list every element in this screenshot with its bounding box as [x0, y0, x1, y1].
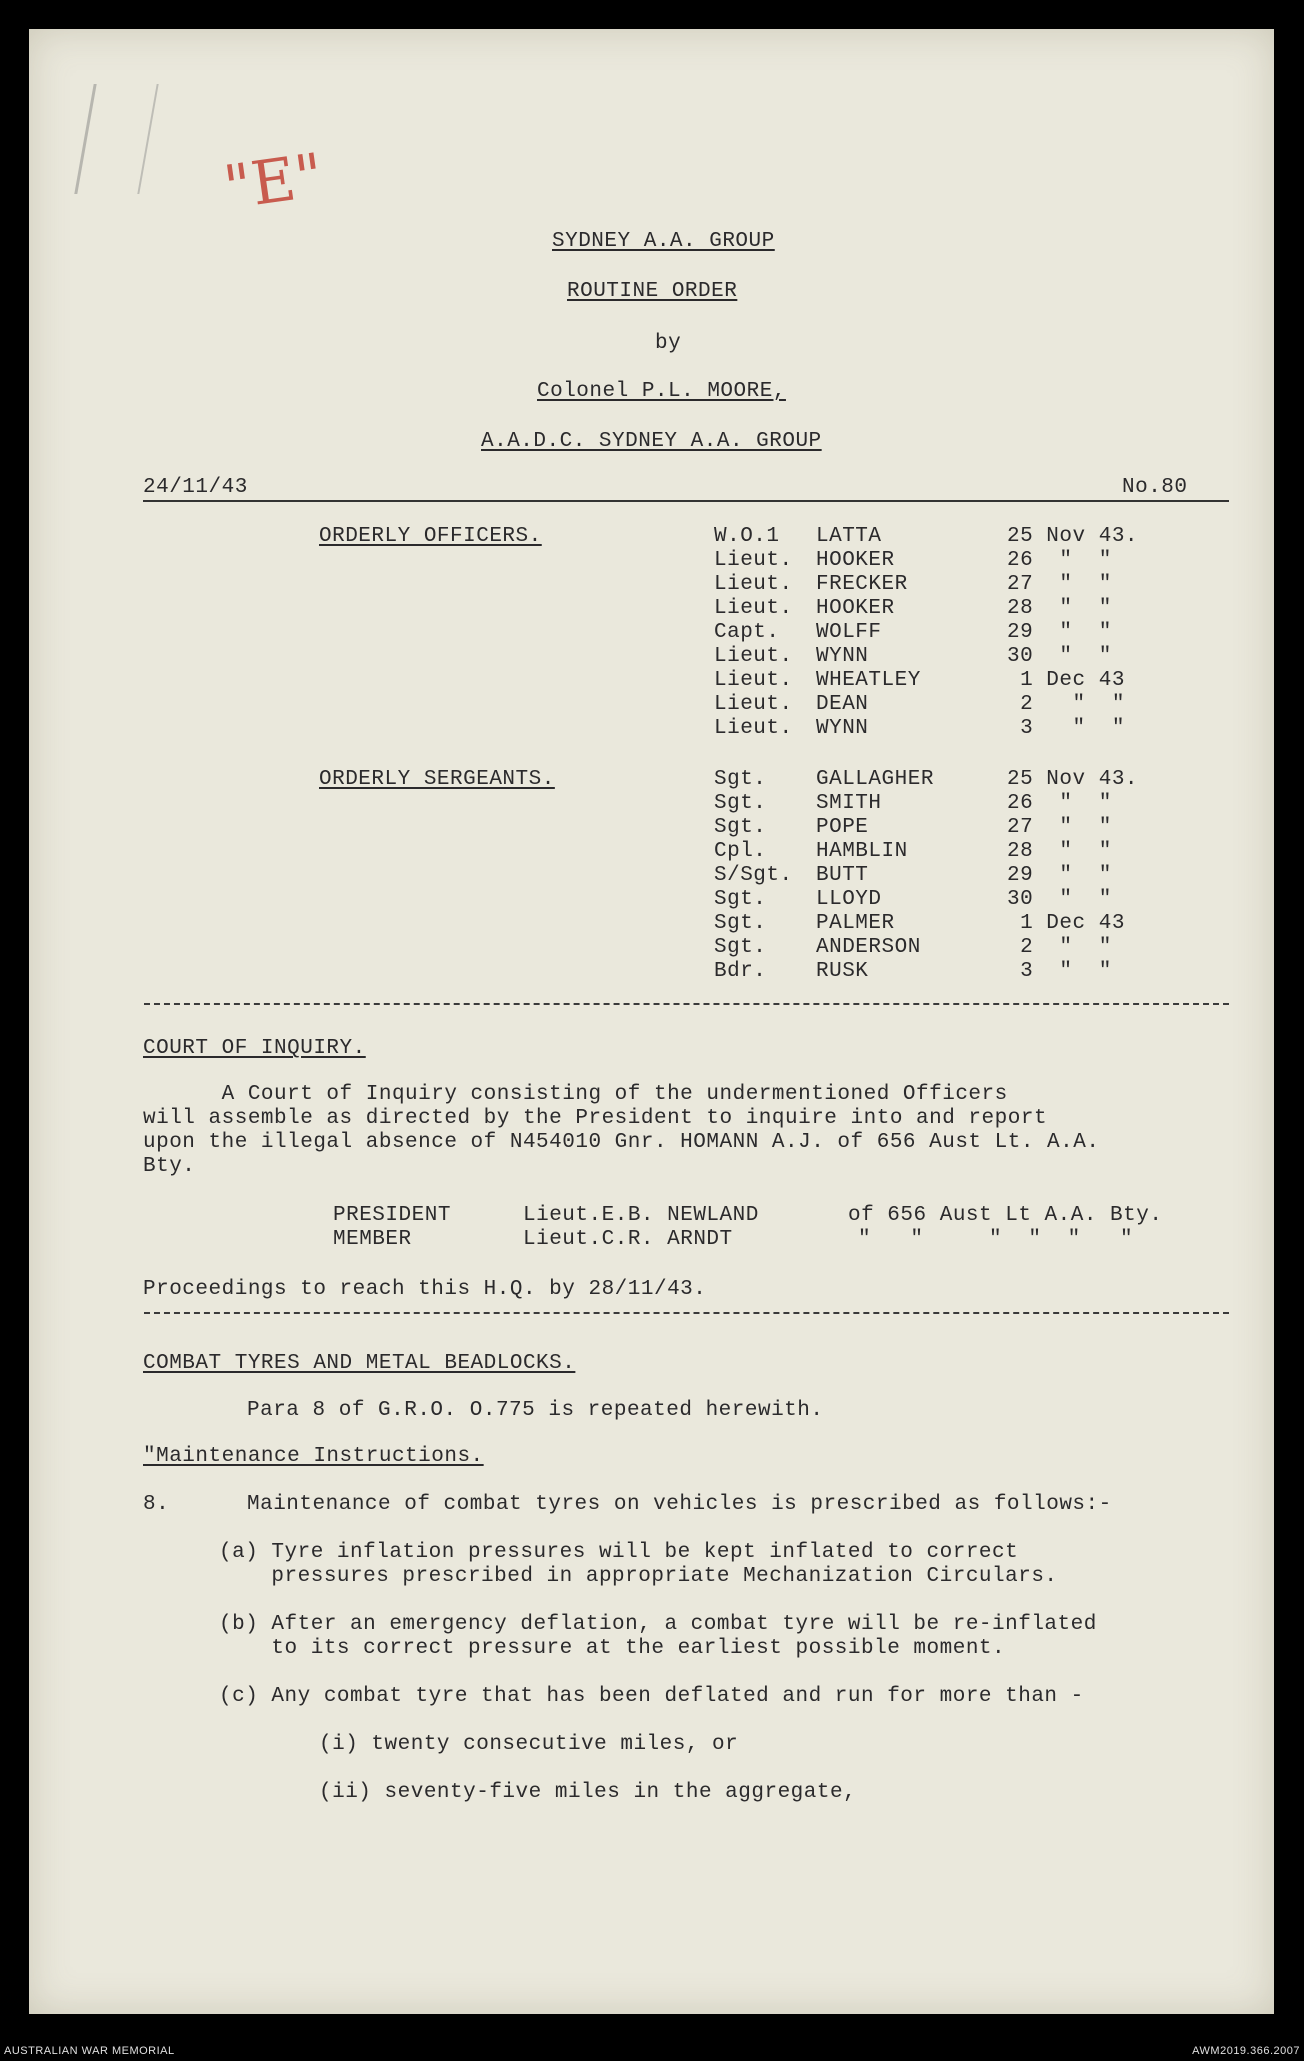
officer-date: 27 " "	[1007, 573, 1112, 596]
sergeant-date: 2 " "	[1007, 936, 1112, 959]
sergeant-date: 30 " "	[1007, 888, 1112, 911]
maintenance-subheading: "Maintenance Instructions.	[143, 1445, 484, 1468]
footer-accession: AWM2019.366.2007	[1192, 2045, 1300, 2057]
item-c-sub-ii: (ii) seventy-five miles in the aggregate,	[319, 1781, 857, 1804]
president-unit: of 656 Aust Lt A.A. Bty.	[848, 1204, 1163, 1227]
order-number: No.80	[1122, 476, 1188, 499]
item-a-line: (a) Tyre inflation pressures will be kept inflated to correct	[219, 1541, 1019, 1564]
proceedings-line: Proceedings to reach this H.Q. by 28/11/43.	[143, 1278, 707, 1301]
sergeant-rank: Sgt.	[714, 912, 767, 935]
officer-date: 1 Dec 43	[1007, 669, 1125, 692]
member-name: Lieut.C.R. ARNDT	[523, 1228, 733, 1251]
header-by: by	[655, 332, 682, 355]
officer-name: LATTA	[816, 525, 882, 548]
officer-rank: Lieut.	[714, 669, 793, 692]
pencil-mark	[74, 84, 158, 194]
sergeant-rank: Sgt.	[714, 936, 767, 959]
officer-rank: Lieut.	[714, 717, 793, 740]
sergeant-name: LLOYD	[816, 888, 882, 911]
orderly-sergeants-heading: ORDERLY SERGEANTS.	[319, 768, 555, 791]
sergeant-rank: Cpl.	[714, 840, 767, 863]
officer-date: 30 " "	[1007, 645, 1112, 668]
header-subtitle: ROUTINE ORDER	[567, 280, 738, 303]
sergeant-rank: S/Sgt.	[714, 864, 793, 887]
officer-date: 25 Nov 43.	[1007, 525, 1139, 548]
sergeant-rank: Sgt.	[714, 792, 767, 815]
sergeant-date: 28 " "	[1007, 840, 1112, 863]
officer-rank: Lieut.	[714, 693, 793, 716]
sergeant-date: 3 " "	[1007, 960, 1112, 983]
president-label: PRESIDENT	[333, 1204, 451, 1227]
para8-text: Maintenance of combat tyres on vehicles is prescribed as follows:-	[247, 1493, 1112, 1516]
sergeant-date: 26 " "	[1007, 792, 1112, 815]
court-para-line: Bty.	[143, 1155, 196, 1178]
section-divider	[144, 1003, 1229, 1005]
officer-date: 3 " "	[1007, 717, 1125, 740]
officer-date: 28 " "	[1007, 597, 1112, 620]
footer-credit: AUSTRALIAN WAR MEMORIAL	[4, 2045, 175, 2057]
handwritten-mark: "E"	[219, 140, 328, 224]
officer-name: WYNN	[816, 717, 869, 740]
court-para-line: upon the illegal absence of N454010 Gnr. HOMANN A.J. of 656 Aust Lt. A.A.	[143, 1131, 1100, 1154]
sergeant-date: 27 " "	[1007, 816, 1112, 839]
order-date: 24/11/43	[143, 476, 248, 499]
court-of-inquiry-heading: COURT OF INQUIRY.	[143, 1037, 366, 1060]
header-rule	[143, 500, 1229, 502]
officer-rank: Lieut.	[714, 645, 793, 668]
president-name: Lieut.E.B. NEWLAND	[523, 1204, 759, 1227]
officer-name: FRECKER	[816, 573, 908, 596]
member-unit: " " " " " "	[858, 1228, 1134, 1251]
sergeant-date: 1 Dec 43	[1007, 912, 1125, 935]
officer-rank: W.O.1	[714, 525, 780, 548]
officer-rank: Lieut.	[714, 597, 793, 620]
item-c-sub-i: (i) twenty consecutive miles, or	[319, 1733, 739, 1756]
officer-date: 29 " "	[1007, 621, 1112, 644]
document-page	[29, 29, 1274, 2014]
sergeant-name: POPE	[816, 816, 869, 839]
sergeant-name: PALMER	[816, 912, 895, 935]
item-b-line: (b) After an emergency deflation, a combat tyre will be re-inflated	[219, 1613, 1097, 1636]
orderly-officers-heading: ORDERLY OFFICERS.	[319, 525, 542, 548]
sergeant-name: ANDERSON	[816, 936, 921, 959]
header-issuer: Colonel P.L. MOORE,	[537, 380, 786, 403]
officer-date: 26 " "	[1007, 549, 1112, 572]
member-label: MEMBER	[333, 1228, 412, 1251]
combat-tyres-heading: COMBAT TYRES AND METAL BEADLOCKS.	[143, 1352, 576, 1375]
officer-name: WYNN	[816, 645, 869, 668]
officer-rank: Lieut.	[714, 573, 793, 596]
officer-name: HOOKER	[816, 549, 895, 572]
sergeant-rank: Bdr.	[714, 960, 767, 983]
sergeant-name: SMITH	[816, 792, 882, 815]
sergeant-rank: Sgt.	[714, 816, 767, 839]
para8-number: 8.	[143, 1493, 170, 1516]
item-a-line: pressures prescribed in appropriate Mechanization Circulars.	[219, 1565, 1058, 1588]
combat-tyres-intro: Para 8 of G.R.O. O.775 is repeated herewith.	[247, 1399, 824, 1422]
sergeant-date: 25 Nov 43.	[1007, 768, 1139, 791]
officer-name: HOOKER	[816, 597, 895, 620]
sergeant-name: BUTT	[816, 864, 869, 887]
item-b-line: to its correct pressure at the earliest possible moment.	[219, 1637, 1006, 1660]
sergeant-rank: Sgt.	[714, 888, 767, 911]
court-para-line: will assemble as directed by the President to inquire into and report	[143, 1107, 1048, 1130]
officer-date: 2 " "	[1007, 693, 1125, 716]
officer-name: DEAN	[816, 693, 869, 716]
officer-rank: Lieut.	[714, 549, 793, 572]
officer-name: WOLFF	[816, 621, 882, 644]
header-title: SYDNEY A.A. GROUP	[552, 230, 775, 253]
sergeant-name: RUSK	[816, 960, 869, 983]
officer-rank: Capt.	[714, 621, 780, 644]
header-appointment: A.A.D.C. SYDNEY A.A. GROUP	[481, 430, 822, 453]
court-para-line: A Court of Inquiry consisting of the undermentioned Officers	[143, 1083, 1008, 1106]
officer-name: WHEATLEY	[816, 669, 921, 692]
sergeant-date: 29 " "	[1007, 864, 1112, 887]
sergeant-name: GALLAGHER	[816, 768, 934, 791]
item-c-line: (c) Any combat tyre that has been deflated and run for more than -	[219, 1685, 1084, 1708]
sergeant-rank: Sgt.	[714, 768, 767, 791]
sergeant-name: HAMBLIN	[816, 840, 908, 863]
section-divider	[144, 1312, 1229, 1314]
